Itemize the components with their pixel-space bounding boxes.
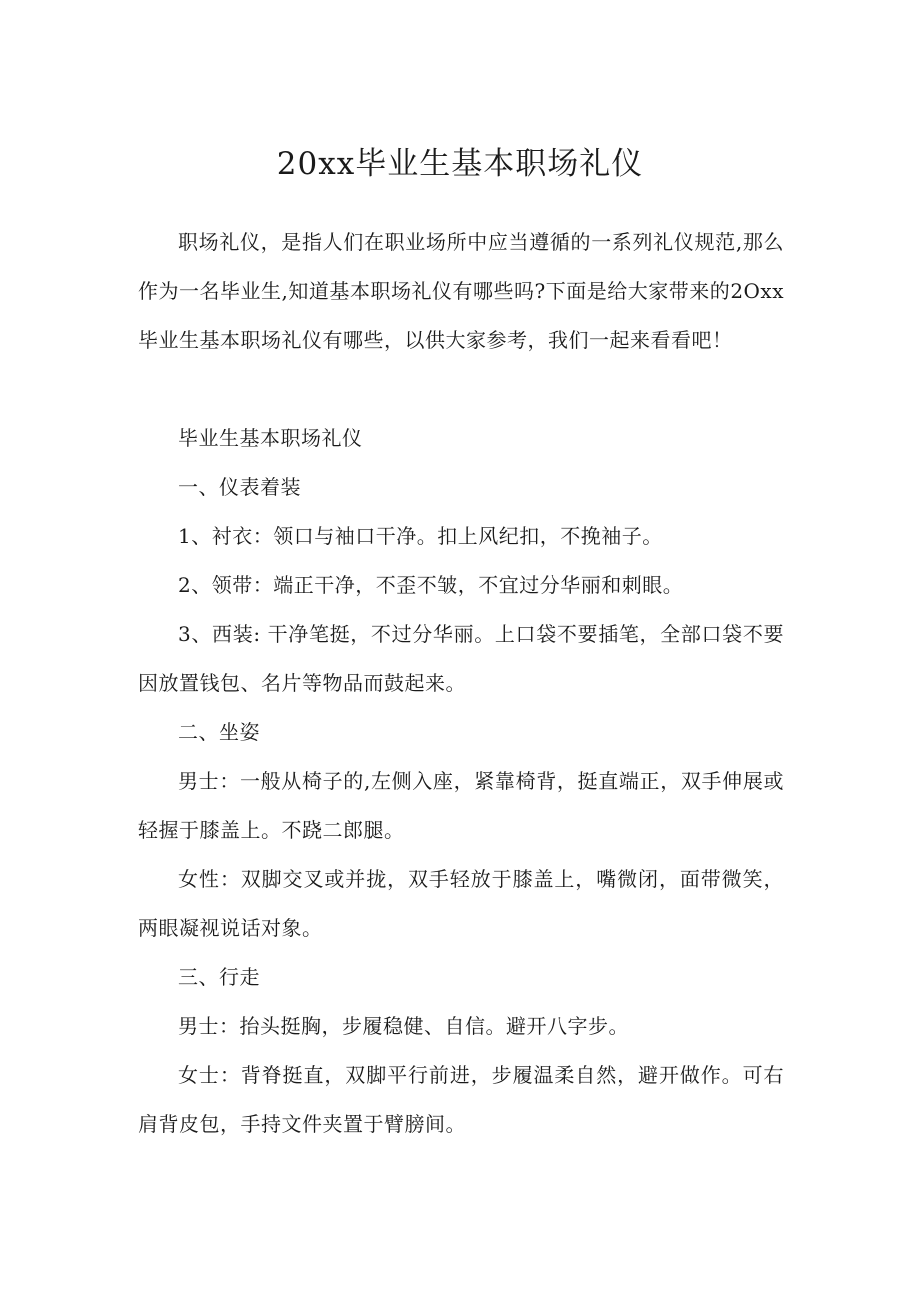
- document-body: [138, 218, 784, 1149]
- sitting-item-men: 男士：一般从椅子的,左侧入座，紧靠椅背，挺直端正，双手伸展或轻握于膝盖上。不跷二郎腿。: [138, 769, 784, 842]
- subsection-heading-sitting: 二、坐姿: [178, 720, 260, 744]
- page-title: 20xx毕业生基本职场礼仪: [276, 146, 644, 182]
- walking-item-men: 男士：抬头挺胸，步履稳健、自信。避开八字步。: [178, 1014, 629, 1038]
- attire-item-suit: 3、西装: 干净笔挺，不过分华丽。上口袋不要插笔，全部口袋不要因放置钱包、名片等物品而鼓起来。: [138, 622, 784, 695]
- subsection-heading-walking: 三、行走: [178, 965, 260, 989]
- sitting-item-women: 女性：双脚交叉或并拢，双手轻放于膝盖上，嘴微闭，面带微笑，两眼凝视说话对象。: [138, 867, 784, 940]
- subsection-heading-attire: 一、仪表着装: [178, 475, 301, 499]
- section-heading: 毕业生基本职场礼仪: [178, 426, 363, 450]
- attire-item-shirt: 1、衬衣：领口与袖口干净。扣上风纪扣，不挽袖子。: [178, 524, 663, 548]
- intro-paragraph: 职场礼仪，是指人们在职业场所中应当遵循的一系列礼仪规范,那么作为一名毕业生,知道基本职场礼仪有哪些吗?下面是给大家带来的2Oxx毕业生基本职场礼仪有哪些，以供大家参考，我们一起来看看吧！: [138, 230, 784, 352]
- attire-item-tie: 2、领带：端正干净，不歪不皱，不宜过分华丽和刺眼。: [178, 573, 684, 597]
- walking-item-women: 女士：背脊挺直，双脚平行前进，步履温柔自然，避开做作。可右肩背皮包，手持文件夹置于臂膀间。: [138, 1063, 784, 1136]
